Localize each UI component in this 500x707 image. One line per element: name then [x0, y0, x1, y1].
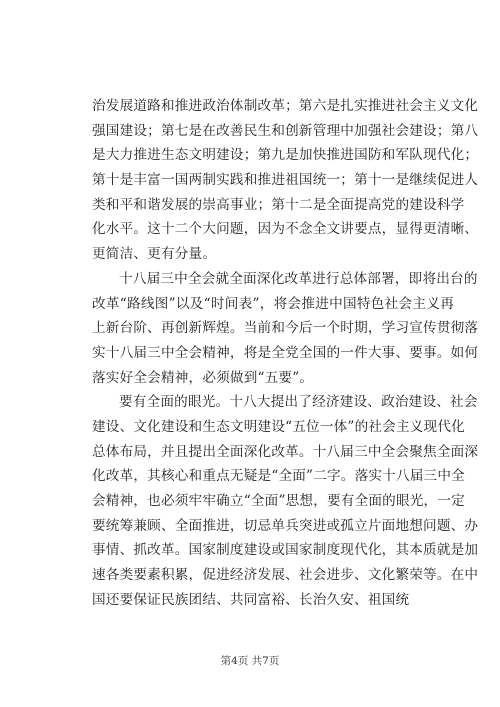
text-line: 会精神，也必须牢牢确立“全面”思想，要有全面的眼光，一定 [92, 493, 465, 509]
text-line: 落实好全会精神，必须做到“五要”。 [92, 369, 314, 386]
text-line: 化水平。这十二个大问题，因为不念全文讲要点，显得更清晰、 [92, 221, 479, 238]
text-line: 是大力推进生态文明建设；第九是加快推进国防和军队现代化； [92, 147, 479, 164]
text-line: 十八届三中全会就全面深化改革进行总体部署，即将出台的 [119, 270, 478, 287]
text-line: 实十八届三中全会精神，将是全党全国的一件大事、要事。如何 [92, 344, 479, 361]
text-line: 更简洁、更有分量。 [92, 246, 217, 263]
paragraph-2 [92, 267, 479, 390]
text-line: 强国建设；第七是在改善民生和创新管理中加强社会建设；第八 [92, 122, 479, 139]
text-line: 改革“路线图”以及“时间表”，将会推进中国特色社会主义再 [92, 295, 454, 312]
text-line: 总体布局，并且提出全面深化改革。十八届三中全会聚焦全面深 [92, 443, 479, 460]
text-line: 上新台阶、再创新辉煌。当前和今后一个时期，学习宣传贯彻落 [92, 320, 479, 337]
text-line: 建设、文化建设和生态文明建设“五位一体”的社会主义现代化 [92, 418, 465, 435]
paragraph-3 [92, 390, 479, 612]
text-line: 国还要保证民族团结、共同富裕、长治久安、祖国统 [92, 591, 410, 608]
text-line: 要有全面的眼光。十八大提出了经济建设、政治建设、社会 [119, 394, 478, 411]
text-line: 治发展道路和推进政治体制改革；第六是扎实推进社会主义文化 [92, 98, 479, 114]
text-line: 速各类要素积累，促进经济发展、社会进步、文化繁荣等。在中 [92, 567, 479, 584]
text-line: 类和平和谐发展的崇高事业；第十二是全面提高党的建设科学 [92, 196, 465, 213]
document-body [92, 94, 479, 612]
page-number: 第4页 共7页 [220, 655, 280, 667]
text-line: 化改革，其核心和重点无疑是“全面”二字。落实十八届三中全 [92, 468, 465, 485]
text-line: 第十是丰富一国两制实践和推进祖国统一；第十一是继续促进人 [92, 172, 479, 189]
paragraph-1 [92, 94, 479, 267]
text-line: 要统筹兼顾、全面推进，切忌单兵突进或孤立片面地想问题、办 [92, 517, 479, 534]
text-line: 事情、抓改革。国家制度建设或国家制度现代化，其本质就是加 [92, 542, 479, 559]
